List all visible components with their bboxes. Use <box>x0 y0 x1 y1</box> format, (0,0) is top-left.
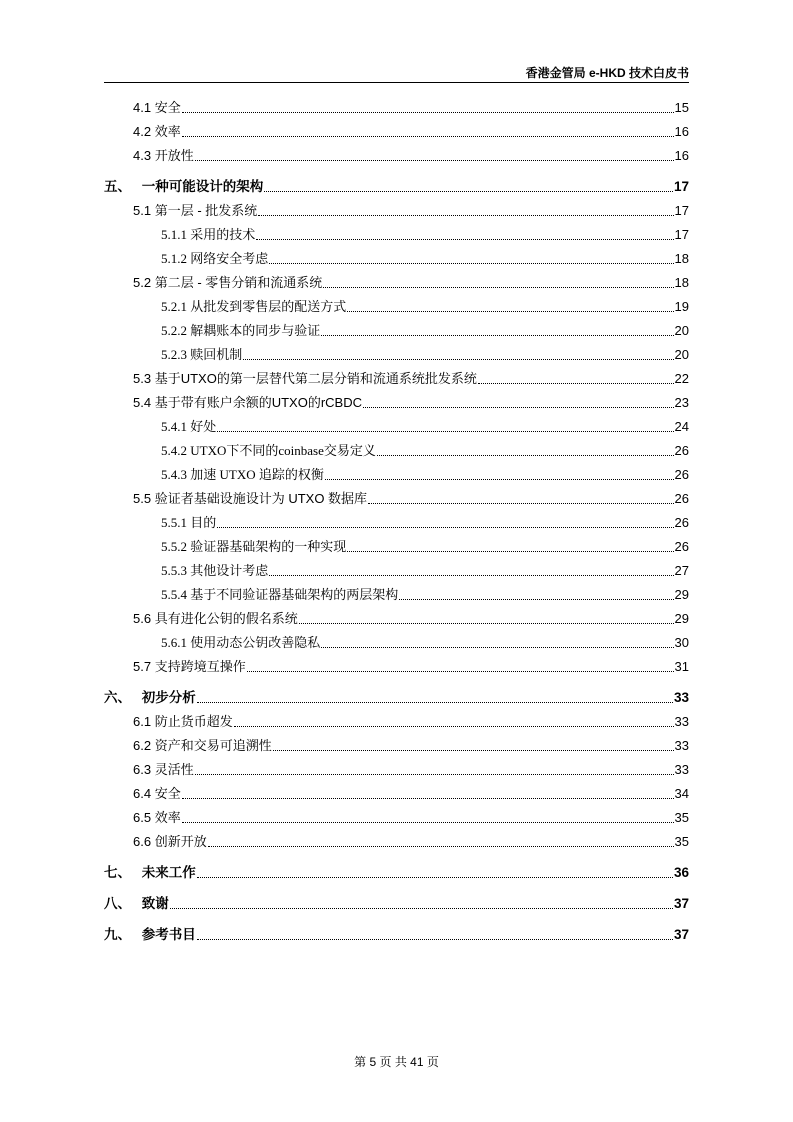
toc-entry[interactable] <box>104 140 689 164</box>
toc-entry[interactable] <box>104 730 689 754</box>
toc-entry-number: 4.2 <box>133 124 152 139</box>
toc-entry-number: 6.5 <box>133 810 152 825</box>
toc-leader-dots <box>182 821 674 823</box>
toc-entry-title: 具有进化公钥的假名系统 <box>154 611 298 626</box>
toc-entry-number: 5.3 <box>133 371 152 386</box>
toc-leader-dots <box>363 406 674 408</box>
toc-entry-page: 35 <box>674 834 689 849</box>
toc-entry-label <box>104 927 196 943</box>
toc-entry-title: 基于不同验证器基础架构的两层架构 <box>190 587 399 602</box>
toc-entry-label <box>104 443 376 459</box>
toc-entry-label <box>104 563 268 579</box>
toc-entry-label <box>104 587 398 603</box>
toc-entry-label <box>104 323 320 339</box>
toc-entry-title: 开放性 <box>154 148 194 163</box>
toc-entry-title: 安全 <box>154 100 181 115</box>
toc-entry-label <box>104 347 242 363</box>
toc-entry-number: 6.6 <box>133 834 152 849</box>
toc-entry-label <box>104 124 181 140</box>
toc-entry-title: 未来工作 <box>141 865 196 880</box>
toc-entry-page: 19 <box>674 299 689 314</box>
toc-leader-dots <box>321 334 673 336</box>
toc-entry-number: 5.2.3 <box>161 347 187 362</box>
toc-entry-page: 30 <box>674 635 689 650</box>
toc-leader-dots <box>256 238 673 240</box>
toc-entry-label <box>104 467 324 483</box>
toc-entry-title: 从批发到零售层的配送方式 <box>190 299 347 314</box>
toc-leader-dots <box>197 701 673 703</box>
toc-entry-page: 35 <box>674 810 689 825</box>
toc-entry[interactable] <box>104 116 689 140</box>
toc-entry-number: 九、 <box>104 927 131 942</box>
toc-entry-title: 资产和交易可追溯性 <box>154 738 272 753</box>
toc-entry[interactable] <box>104 881 689 912</box>
toc-entry-page: 33 <box>674 762 689 777</box>
toc-entry[interactable] <box>104 435 689 459</box>
toc-entry[interactable] <box>104 195 689 219</box>
toc-entry-title: 加速 UTXO 追踪的权衡 <box>190 467 324 482</box>
toc-entry-number: 5.6.1 <box>161 635 187 650</box>
toc-entry-label <box>104 179 263 195</box>
toc-leader-dots <box>323 286 673 288</box>
toc-entry-page: 22 <box>674 371 689 386</box>
toc-entry-label <box>104 299 346 315</box>
toc-entry[interactable] <box>104 850 689 881</box>
toc-entry[interactable] <box>104 363 689 387</box>
toc-entry-title: 其他设计考虑 <box>190 563 269 578</box>
page-footer: 第 5 页 共 41 页 <box>354 1055 439 1069</box>
toc-entry-page: 26 <box>674 539 689 554</box>
toc-entry-number: 6.2 <box>133 738 152 753</box>
toc-entry[interactable] <box>104 387 689 411</box>
toc-entry-label <box>104 539 346 555</box>
toc-entry-page: 33 <box>674 738 689 753</box>
toc-entry[interactable] <box>104 912 689 943</box>
toc-entry-page: 27 <box>674 563 689 578</box>
toc-entry-number: 5.5.2 <box>161 539 187 554</box>
toc-entry-number: 5.6 <box>133 611 152 626</box>
toc-entry-page: 16 <box>674 124 689 139</box>
toc-leader-dots <box>208 845 674 847</box>
toc-entry-title: 采用的技术 <box>190 227 256 242</box>
toc-entry-number: 6.4 <box>133 786 152 801</box>
toc-entry-page: 33 <box>673 690 689 705</box>
toc-entry-title: 验证者基础设施设计为 UTXO 数据库 <box>154 491 368 506</box>
toc-entry-number: 五、 <box>104 179 131 194</box>
toc-entry-label <box>104 810 181 826</box>
toc-entry-label <box>104 611 298 627</box>
toc-entry-page: 31 <box>674 659 689 674</box>
toc-entry-page: 18 <box>674 275 689 290</box>
toc-entry-label <box>104 251 268 267</box>
toc-entry-title: 参考书目 <box>141 927 196 942</box>
toc-entry-title: 第二层 - 零售分销和流通系统 <box>154 275 323 290</box>
toc-entry-label <box>104 834 207 850</box>
toc-entry-label <box>104 419 216 435</box>
toc-leader-dots <box>269 574 673 576</box>
toc-entry-number: 5.7 <box>133 659 152 674</box>
toc-leader-dots <box>197 938 673 940</box>
toc-leader-dots <box>399 598 673 600</box>
toc-entry-page: 26 <box>674 491 689 506</box>
toc-leader-dots <box>368 502 673 504</box>
toc-entry-number: 4.1 <box>133 100 152 115</box>
toc-entry-page: 20 <box>674 347 689 362</box>
toc-entry-label <box>104 762 194 778</box>
toc-leader-dots <box>217 526 673 528</box>
toc-entry[interactable] <box>104 531 689 555</box>
toc-entry-title: 一种可能设计的架构 <box>141 179 264 194</box>
toc-entry[interactable] <box>104 579 689 603</box>
toc-entry[interactable] <box>104 459 689 483</box>
toc-entry-page: 15 <box>674 100 689 115</box>
toc-entry-number: 5.1.1 <box>161 227 187 242</box>
toc-leader-dots <box>217 430 673 432</box>
toc-entry-title: 基于带有账户余额的UTXO的rCBDC <box>154 395 362 410</box>
header-rule <box>104 82 689 83</box>
toc-entry-title: 验证器基础架构的一种实现 <box>190 539 347 554</box>
toc-leader-dots <box>325 478 674 480</box>
toc-entry-title: 网络安全考虑 <box>190 251 269 266</box>
toc-entry-label <box>104 371 477 387</box>
toc-entry-page: 23 <box>674 395 689 410</box>
toc-entry-label <box>104 515 216 531</box>
toc-leader-dots <box>347 550 673 552</box>
toc-entry-number: 5.5.3 <box>161 563 187 578</box>
toc-entry-title: 灵活性 <box>154 762 194 777</box>
toc-entry-page: 17 <box>674 227 689 242</box>
toc-entry[interactable] <box>104 706 689 730</box>
toc-entry-label <box>104 714 233 730</box>
toc-entry-page: 26 <box>674 515 689 530</box>
toc-entry-number: 5.2.1 <box>161 299 187 314</box>
toc-entry-page: 29 <box>674 587 689 602</box>
toc-entry-label <box>104 786 181 802</box>
toc-entry-page: 24 <box>674 419 689 434</box>
toc-entry-page: 37 <box>673 927 689 942</box>
toc-entry-title: 使用动态公钥改善隐私 <box>190 635 321 650</box>
toc-leader-dots <box>170 907 673 909</box>
toc-leader-dots <box>273 749 674 751</box>
toc-entry-page: 36 <box>673 865 689 880</box>
toc-entry-label <box>104 659 246 675</box>
toc-entry[interactable] <box>104 651 689 675</box>
toc-entry-label <box>104 865 196 881</box>
toc-entry-label <box>104 635 320 651</box>
toc-entry-number: 5.1.2 <box>161 251 187 266</box>
toc-entry-label <box>104 690 196 706</box>
toc-entry-number: 5.4.1 <box>161 419 187 434</box>
toc-entry-number: 5.1 <box>133 203 152 218</box>
toc-entry-title: 目的 <box>190 515 217 530</box>
toc-entry-title: 支持跨境互操作 <box>154 659 246 674</box>
toc-entry[interactable] <box>104 754 689 778</box>
toc-leader-dots <box>182 111 674 113</box>
toc-entry[interactable] <box>104 219 689 243</box>
toc-entry-label <box>104 148 194 164</box>
toc-entry[interactable] <box>104 92 689 116</box>
toc-entry[interactable] <box>104 315 689 339</box>
toc-entry-label <box>104 395 362 411</box>
toc-entry-number: 八、 <box>104 896 131 911</box>
toc-entry-label <box>104 738 272 754</box>
toc-leader-dots <box>347 310 673 312</box>
toc-entry[interactable] <box>104 555 689 579</box>
toc-entry-number: 5.5.1 <box>161 515 187 530</box>
toc-entry-title: 效率 <box>154 810 181 825</box>
toc-entry-number: 七、 <box>104 865 131 880</box>
toc-entry-title: 解耦账本的同步与验证 <box>190 323 321 338</box>
toc-entry-page: 18 <box>674 251 689 266</box>
toc-entry-page: 37 <box>673 896 689 911</box>
toc-entry-label <box>104 275 322 291</box>
toc-leader-dots <box>299 622 674 624</box>
toc-entry-number: 5.5.4 <box>161 587 187 602</box>
toc-entry-number: 5.4.2 <box>161 443 187 458</box>
toc-entry-title: 赎回机制 <box>190 347 243 362</box>
toc-entry-page: 29 <box>674 611 689 626</box>
toc-entry-number: 5.4.3 <box>161 467 187 482</box>
toc-entry-number: 5.5 <box>133 491 152 506</box>
toc-entry-title: 基于UTXO的第一层替代第二层分销和流通系统批发系统 <box>154 371 477 386</box>
toc-entry-title: 致谢 <box>141 896 169 911</box>
toc-entry[interactable] <box>104 778 689 802</box>
toc-entry[interactable] <box>104 243 689 267</box>
toc-entry[interactable] <box>104 507 689 531</box>
toc-entry-page: 26 <box>674 467 689 482</box>
toc-entry-title: 安全 <box>154 786 181 801</box>
toc-entry[interactable] <box>104 411 689 435</box>
toc-entry-number: 六、 <box>104 690 131 705</box>
toc-entry[interactable] <box>104 603 689 627</box>
toc-entry-title: 效率 <box>154 124 181 139</box>
toc-leader-dots <box>243 358 673 360</box>
toc-entry-page: 17 <box>674 203 689 218</box>
toc-entry-label <box>104 100 181 116</box>
toc-entry-number: 5.2.2 <box>161 323 187 338</box>
toc-entry-number: 4.3 <box>133 148 152 163</box>
toc-leader-dots <box>182 135 674 137</box>
toc-entry-page: 17 <box>673 179 689 194</box>
toc-leader-dots <box>234 725 674 727</box>
toc-entry[interactable] <box>104 267 689 291</box>
toc-leader-dots <box>182 797 674 799</box>
toc-entry-label <box>104 203 257 219</box>
toc-leader-dots <box>264 190 673 192</box>
toc-entry-number: 5.2 <box>133 275 152 290</box>
toc-entry-number: 6.1 <box>133 714 152 729</box>
toc-entry[interactable] <box>104 826 689 850</box>
toc-entry-title: UTXO下不同的coinbase交易定义 <box>190 443 376 458</box>
toc-leader-dots <box>269 262 673 264</box>
toc-entry-number: 5.4 <box>133 395 152 410</box>
toc-leader-dots <box>478 382 674 384</box>
toc-leader-dots <box>377 454 674 456</box>
toc-entry-title: 防止货币超发 <box>154 714 233 729</box>
toc-leader-dots <box>258 214 673 216</box>
toc-entry[interactable] <box>104 291 689 315</box>
toc-leader-dots <box>321 646 673 648</box>
toc-entry-page: 16 <box>674 148 689 163</box>
toc-leader-dots <box>197 876 673 878</box>
toc-entry-page: 26 <box>674 443 689 458</box>
toc-entry-page: 20 <box>674 323 689 338</box>
toc-entry[interactable] <box>104 675 689 706</box>
toc-entry[interactable] <box>104 339 689 363</box>
page-header-title: 香港金管局 e-HKD 技术白皮书 <box>525 66 689 80</box>
toc-entry[interactable] <box>104 802 689 826</box>
toc-entry-label <box>104 896 169 912</box>
toc-entry[interactable] <box>104 627 689 651</box>
toc-leader-dots <box>195 159 674 161</box>
toc-entry-number: 6.3 <box>133 762 152 777</box>
toc-entry-title: 创新开放 <box>154 834 207 849</box>
toc-entry-label <box>104 491 367 507</box>
toc-entry[interactable] <box>104 483 689 507</box>
toc-leader-dots <box>247 670 674 672</box>
toc-leader-dots <box>195 773 674 775</box>
toc-entry-label <box>104 227 255 243</box>
toc-entry-title: 初步分析 <box>141 690 196 705</box>
toc-entry-page: 34 <box>674 786 689 801</box>
table-of-contents <box>104 92 689 943</box>
toc-entry-title: 第一层 - 批发系统 <box>154 203 258 218</box>
toc-entry-title: 好处 <box>190 419 217 434</box>
toc-entry[interactable] <box>104 164 689 195</box>
toc-entry-page: 33 <box>674 714 689 729</box>
